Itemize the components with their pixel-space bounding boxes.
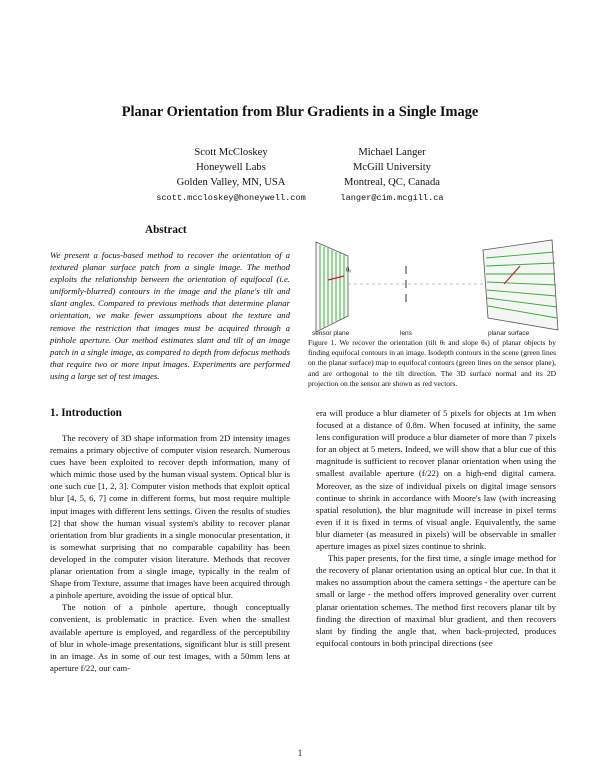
lens-label: lens	[400, 330, 412, 337]
intro-column-left	[50, 432, 290, 674]
figure-1	[308, 232, 564, 338]
abstract-heading: Abstract	[145, 224, 187, 236]
author-location: Golden Valley, MN, USA	[176, 177, 286, 189]
tilt-label: θₜ	[346, 266, 352, 274]
author-name: Scott McCloskey	[194, 147, 268, 158]
intro-paragraph: The notion of a pinhole aperture, though conceptually convenient, is problematic in practice. Even when the smallest available aperture is employed, and regardless of the perceptibility of blur in whole-image presentations, significant blur is still present in an image. As in some of our test images, with a 50mm lens at aperture f/22, our cam-	[50, 602, 290, 673]
page-number: 1	[297, 748, 303, 758]
author-email[interactable]: langer@cim.mcgill.ca	[340, 192, 444, 203]
author-location: Montreal, QC, Canada	[344, 177, 440, 189]
optics-diagram	[308, 232, 564, 338]
sensor-equifocal-lines	[320, 245, 344, 329]
author-block-2	[287, 145, 497, 206]
author-name: Michael Langer	[358, 147, 426, 158]
sensor-plane-label: sensor plane	[312, 330, 350, 337]
planar-surface-label: planar surface	[488, 330, 530, 337]
author-email[interactable]: scott.mccloskey@honeywell.com	[156, 192, 306, 203]
author-affiliation: McGill University	[353, 162, 431, 174]
intro-heading: 1. Introduction	[50, 407, 122, 419]
intro-paragraph: This paper presents, for the first time, a single image method for the recovery of planar orientation using an optical blur cue. In that it makes no assumption about the camera settings - the aperture can be small or large - the method offers improved generality over current planar orientation schemes. The method first recovers planar tilt by finding the direction of maximal blur gradient, and then recovers slant by finding the angle that, when back-projected, produces equifocal contours in both principal directions (see	[316, 553, 556, 648]
intro-paragraph: era will produce a blur diameter of 5 pixels for objects at 1m when focused at a distance of 0.8m. When focused at infinity, the same lens configuration will produce a blur diameter of more than 7 pixels for an object at 5 meters. Indeed, we will show that a blur cue of this magnitude is sufficient to recover planar orientation when using the smallest available aperture (f/22) on a high-end digital camera. Moreover, as the size of individual pixels on digital image sensors continue to shrink in accordance with Moore's law (with increasing spatial resolution), the blur magnitude will increase in pixel terms even if it is fixed in terms of visual angle. Equivalently, the same blur diameter (as measured in pixels) will be observable in smaller aperture images as pixel sizes continue to shrink.	[316, 408, 556, 552]
figure-caption: Figure 1. We recover the orientation (tilt θₜ and slope θₛ) of planar objects by finding equifocal contours in an image. Isodepth contours in the scene (green lines on the planar surface) map to equifocal contours (green lines on the sensor plane), and are orthogonal to the tilt direction. The 3D surface normal and its 2D projection on the sensor are shown as red vectors.	[308, 338, 556, 388]
intro-paragraph: The recovery of 3D shape information from 2D intensity images remains a primary objective of computer vision research. Numerous cues have been exploited to recover depth information, many of which mimic those used by the human visual system. Optical blur is one such cue [1, 2, 3]. Computer vision methods that exploit optical blur [4, 5, 6, 7] come in different forms, but most require multiple input images with different lens settings. Given the results of studies [2] that show the human visual system's ability to recover planar orientation from blur gradients in a single monocular presentation, it is somewhat surprising that no comparable capability has been developed in the computer vision literature. Methods that recover planar orientation from a single image, typically in the realm of Shape from Texture, assume that images have been acquired through a pinhole aperture, avoiding the issue of optical blur.	[50, 433, 290, 601]
abstract-text: We present a focus-based method to recover the orientation of a textured planar surface patch from a single image. The method exploits the relationship between the orientation of equifocal (i.e. uniformly-blurred) contours in the image and the plane's tilt and slant angles. Compared to previous methods that determine planar orientation, we make fewer assumptions about the texture and remove the restriction that images must be acquired through a pinhole aperture. Our method estimates slant and tilt of an image patch in a single image, as compared to depth from defocus methods that require two or more input images. Experiments are performed using a large set of test images.	[50, 250, 290, 381]
paper-title: Planar Orientation from Blur Gradients in a Single Image	[121, 104, 479, 120]
author-affiliation: Honeywell Labs	[196, 162, 266, 174]
intro-column-right	[316, 407, 556, 649]
